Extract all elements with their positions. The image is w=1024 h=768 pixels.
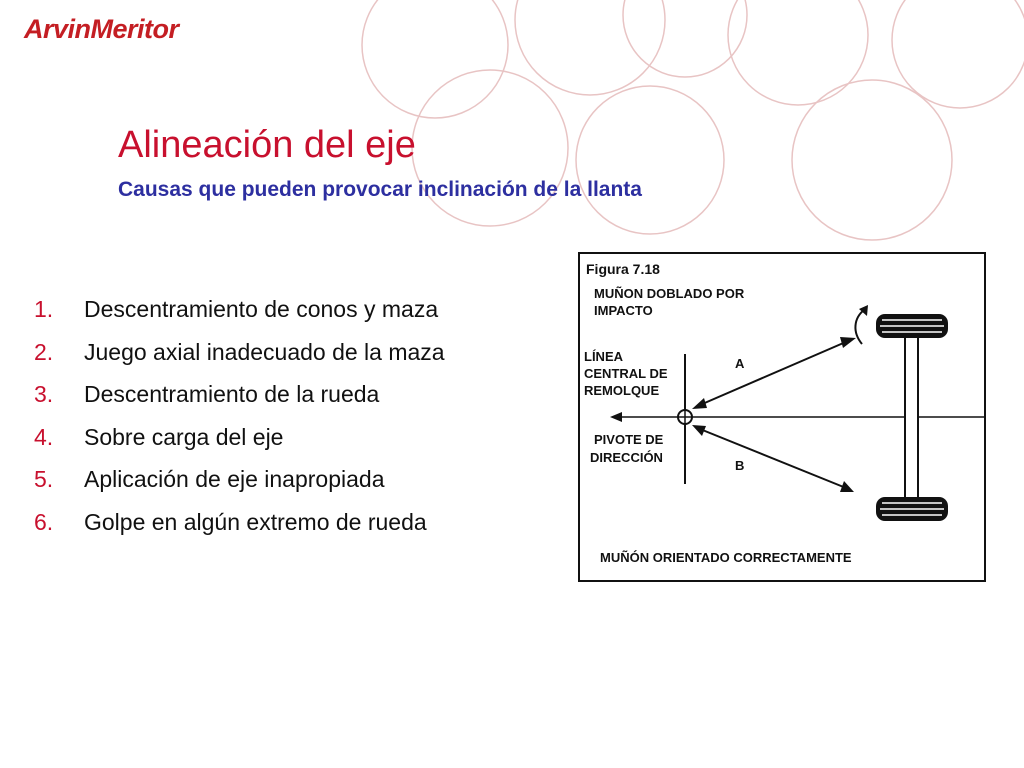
list-item bbox=[34, 462, 445, 505]
arrow-b bbox=[700, 429, 846, 488]
center-line-label-line1: LÍNEA bbox=[584, 349, 623, 364]
causes-list bbox=[34, 292, 445, 547]
pivot-label-line2: DIRECCIÓN bbox=[590, 450, 663, 465]
list-item bbox=[34, 377, 445, 420]
axle-beam bbox=[905, 334, 918, 504]
list-text: Descentramiento de conos y maza bbox=[84, 296, 439, 322]
arrow-a-label: A bbox=[735, 356, 745, 371]
list-text: Juego axial inadecuado de la maza bbox=[84, 338, 445, 365]
list-item bbox=[34, 292, 445, 335]
slide-title: Alineación del eje bbox=[118, 124, 416, 166]
list-number: 1. bbox=[34, 296, 54, 322]
horizontal-arrowhead bbox=[610, 412, 622, 422]
figure-label: Figura 7.18 bbox=[586, 261, 660, 277]
arrow-b-label: B bbox=[735, 458, 745, 473]
list-text: Sobre carga del eje bbox=[84, 423, 284, 450]
bent-spindle-label-line2: IMPACTO bbox=[594, 303, 653, 318]
bent-spindle-label-line1: MUÑON DOBLADO POR bbox=[594, 286, 745, 301]
bent-wheel-icon bbox=[876, 314, 948, 338]
axle-diagram-figure bbox=[578, 252, 986, 582]
correct-wheel-icon bbox=[876, 497, 948, 521]
list-number: 4. bbox=[34, 423, 54, 450]
center-line-label-line2: CENTRAL DE bbox=[584, 366, 668, 381]
list-number: 5. bbox=[34, 466, 54, 492]
list-text: Golpe en algún extremo de rueda bbox=[84, 508, 427, 535]
list-item bbox=[34, 335, 445, 378]
list-number: 6. bbox=[34, 508, 54, 535]
arvinmeritor-logo: ArvinMeritor bbox=[24, 14, 179, 44]
list-number: 2. bbox=[34, 338, 54, 365]
list-item bbox=[34, 420, 445, 463]
impact-curve-arrow bbox=[855, 310, 864, 344]
list-text: Aplicación de eje inapropiada bbox=[84, 466, 385, 492]
arrow-a bbox=[700, 341, 848, 405]
center-line-label-line3: REMOLQUE bbox=[584, 383, 660, 398]
list-number: 3. bbox=[34, 381, 54, 407]
list-item bbox=[34, 505, 445, 548]
list-text: Descentramiento de la rueda bbox=[84, 381, 380, 407]
correct-spindle-label: MUÑÓN ORIENTADO CORRECTAMENTE bbox=[600, 550, 852, 565]
slide-subtitle: Causas que pueden provocar inclinación de la llanta bbox=[118, 178, 642, 201]
pivot-label-line1: PIVOTE DE bbox=[594, 432, 664, 447]
